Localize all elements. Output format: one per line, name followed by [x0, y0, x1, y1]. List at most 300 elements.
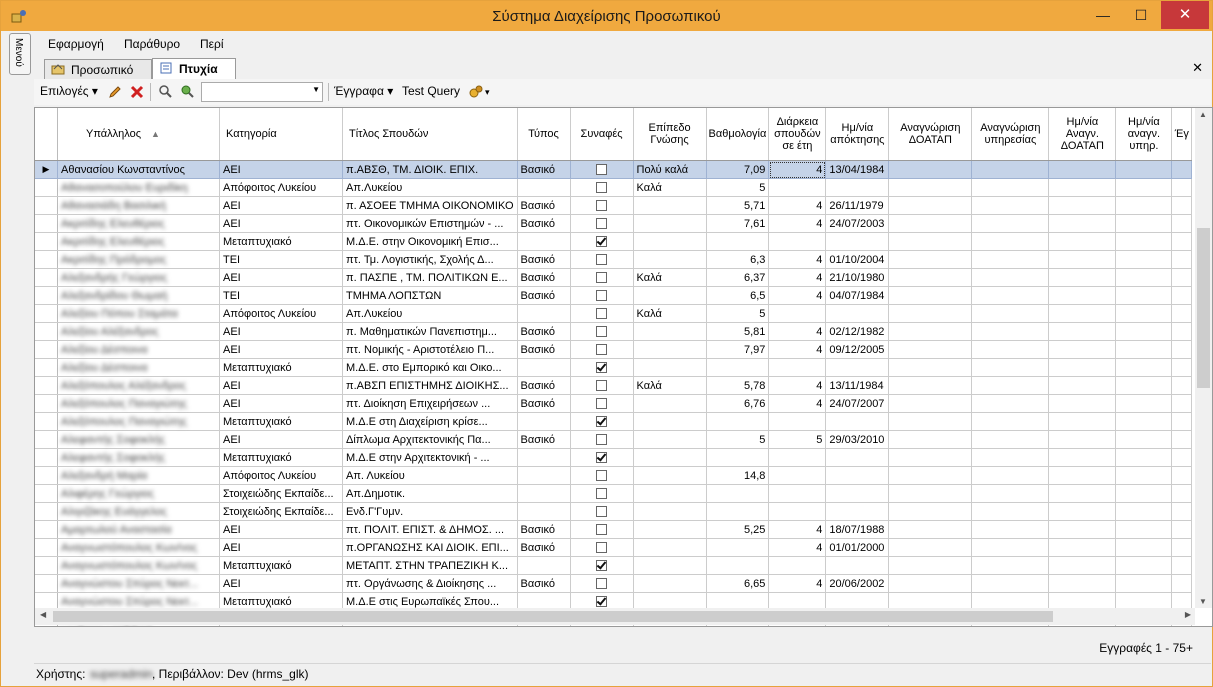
cell-service-date[interactable] [1116, 413, 1172, 431]
checkbox-checked-icon[interactable] [596, 362, 607, 373]
cell-duration[interactable]: 4 [769, 377, 826, 395]
cell-documents[interactable] [1172, 179, 1192, 197]
cell-documents[interactable] [1172, 521, 1192, 539]
cell-service-date[interactable] [1116, 395, 1172, 413]
col-title[interactable] [343, 108, 518, 161]
cell-employee[interactable]: Αθανασίου Κωνσταντίνος [58, 161, 220, 179]
menu-application[interactable]: Εφαρμογή [48, 37, 104, 51]
cell-service-date[interactable] [1116, 575, 1172, 593]
cell-level[interactable] [633, 323, 706, 341]
cell-service-recognition[interactable] [972, 359, 1049, 377]
cell-type[interactable]: Βασικό [517, 287, 570, 305]
cell-documents[interactable] [1172, 467, 1192, 485]
table-row[interactable] [35, 323, 1192, 341]
cell-documents[interactable] [1172, 539, 1192, 557]
cell-related[interactable] [570, 431, 633, 449]
cell-service-recognition[interactable] [972, 197, 1049, 215]
cell-documents[interactable] [1172, 341, 1192, 359]
horizontal-scrollbar[interactable] [35, 608, 1195, 625]
cell-duration[interactable]: 4 [769, 323, 826, 341]
cell-doatap-date[interactable] [1049, 251, 1116, 269]
cell-doatap[interactable] [889, 521, 972, 539]
cell-related[interactable] [570, 485, 633, 503]
cell-category[interactable]: ΑΕΙ [220, 521, 343, 539]
col-doatap[interactable]: Αναγνώριση ΔΟΑΤΑΠ [889, 108, 972, 161]
cell-category[interactable]: Μεταπτυχιακό [220, 413, 343, 431]
search-icon[interactable] [158, 84, 173, 99]
cell-acquired-date[interactable]: 18/07/1988 [826, 521, 889, 539]
cell-duration[interactable] [769, 449, 826, 467]
cell-related[interactable] [570, 575, 633, 593]
row-selector[interactable] [35, 215, 58, 233]
cell-doatap-date[interactable] [1049, 539, 1116, 557]
cell-grade[interactable]: 5,81 [706, 323, 769, 341]
cell-employee[interactable]: Αναγνώστου Σπύρος Νεκτ... [58, 593, 220, 611]
cell-duration[interactable] [769, 485, 826, 503]
cell-service-recognition[interactable] [972, 503, 1049, 521]
cell-service-recognition[interactable] [972, 395, 1049, 413]
cell-doatap-date[interactable] [1049, 413, 1116, 431]
cell-title[interactable]: Απ. Λυκείου [343, 467, 518, 485]
cell-doatap[interactable] [889, 395, 972, 413]
cell-category[interactable]: Απόφοιτος Λυκείου [220, 179, 343, 197]
cell-service-recognition[interactable] [972, 323, 1049, 341]
cell-service-date[interactable] [1116, 557, 1172, 575]
cell-service-recognition[interactable] [972, 161, 1049, 179]
checkbox-icon[interactable] [596, 542, 607, 553]
cell-category[interactable]: ΤΕΙ [220, 287, 343, 305]
cell-level[interactable] [633, 395, 706, 413]
cell-acquired-date[interactable]: 13/11/1984 [826, 377, 889, 395]
cell-type[interactable]: Βασικό [517, 269, 570, 287]
col-service-date[interactable]: Ημ/νία αναγν. υπηρ. [1116, 108, 1172, 161]
cell-service-recognition[interactable] [972, 485, 1049, 503]
table-row[interactable] [35, 503, 1192, 521]
checkbox-icon[interactable] [596, 470, 607, 481]
delete-x-icon[interactable] [130, 85, 144, 99]
cell-type[interactable]: Βασικό [517, 323, 570, 341]
test-query-button[interactable]: Test Query [402, 84, 461, 98]
cell-related[interactable] [570, 215, 633, 233]
checkbox-icon[interactable] [596, 254, 607, 265]
cell-doatap-date[interactable] [1049, 359, 1116, 377]
row-selector[interactable] [35, 323, 58, 341]
cell-employee[interactable]: Ακριτίδης Πρόδρομος [58, 251, 220, 269]
table-row[interactable] [35, 485, 1192, 503]
cell-service-date[interactable] [1116, 449, 1172, 467]
cell-category[interactable]: ΑΕΙ [220, 395, 343, 413]
cell-level[interactable] [633, 449, 706, 467]
cell-documents[interactable] [1172, 287, 1192, 305]
cell-title[interactable]: π.ΑΒΣΠ ΕΠΙΣΤΗΜΗΣ ΔΙΟΙΚΗΣ... [343, 377, 518, 395]
checkbox-icon[interactable] [596, 506, 607, 517]
cell-title[interactable]: Μ.Δ.Ε στις Ευρωπαϊκές Σπου... [343, 593, 518, 611]
cell-level[interactable] [633, 359, 706, 377]
cell-grade[interactable]: 5,78 [706, 377, 769, 395]
cell-title[interactable]: πτ. Διοίκηση Επιχειρήσεων ... [343, 395, 518, 413]
cell-doatap-date[interactable] [1049, 503, 1116, 521]
checkbox-icon[interactable] [596, 200, 607, 211]
table-row[interactable] [35, 269, 1192, 287]
row-selector[interactable] [35, 467, 58, 485]
cell-category[interactable]: Μεταπτυχιακό [220, 359, 343, 377]
cell-grade[interactable]: 6,65 [706, 575, 769, 593]
cell-title[interactable]: Απ.Δημοτικ. [343, 485, 518, 503]
cell-documents[interactable] [1172, 251, 1192, 269]
cell-category[interactable]: Μεταπτυχιακό [220, 557, 343, 575]
cell-service-date[interactable] [1116, 377, 1172, 395]
cell-related[interactable] [570, 305, 633, 323]
cell-grade[interactable]: 5,25 [706, 521, 769, 539]
table-row[interactable] [35, 467, 1192, 485]
cell-employee[interactable]: Ακριτίδης Ελευθέριος [58, 233, 220, 251]
cell-service-date[interactable] [1116, 359, 1172, 377]
cell-service-recognition[interactable] [972, 413, 1049, 431]
row-selector[interactable] [35, 287, 58, 305]
cell-related[interactable] [570, 377, 633, 395]
cell-service-recognition[interactable] [972, 215, 1049, 233]
cell-doatap[interactable] [889, 179, 972, 197]
cell-acquired-date[interactable]: 26/11/1979 [826, 197, 889, 215]
cell-duration[interactable]: 4 [769, 575, 826, 593]
cell-type[interactable]: Βασικό [517, 197, 570, 215]
table-row[interactable] [35, 179, 1192, 197]
checkbox-icon[interactable] [596, 164, 607, 175]
col-level[interactable]: Επίπεδο Γνώσης [633, 108, 706, 161]
cell-related[interactable] [570, 449, 633, 467]
cell-employee[interactable]: Αναγνωστόπουλος Κων/νος [58, 539, 220, 557]
col-acquired-date[interactable]: Ημ/νία απόκτησης [826, 108, 889, 161]
table-row[interactable] [35, 341, 1192, 359]
table-row[interactable] [35, 215, 1192, 233]
cell-doatap[interactable] [889, 503, 972, 521]
cell-type[interactable]: Βασικό [517, 431, 570, 449]
cell-doatap[interactable] [889, 539, 972, 557]
cell-employee[interactable]: Αλιφέρης Γεώργιος [58, 485, 220, 503]
checkbox-icon[interactable] [596, 398, 607, 409]
cell-documents[interactable] [1172, 413, 1192, 431]
cell-service-date[interactable] [1116, 431, 1172, 449]
cell-service-date[interactable] [1116, 233, 1172, 251]
row-selector[interactable] [35, 251, 58, 269]
cell-related[interactable] [570, 521, 633, 539]
cell-category[interactable]: Απόφοιτος Λυκείου [220, 305, 343, 323]
row-selector[interactable] [35, 359, 58, 377]
cell-title[interactable]: Απ.Λυκείου [343, 179, 518, 197]
cell-type[interactable]: Βασικό [517, 215, 570, 233]
cell-title[interactable]: Απ.Λυκείου [343, 305, 518, 323]
gears-dropdown-icon[interactable]: ▾ [485, 87, 490, 97]
minimize-button[interactable]: — [1096, 7, 1110, 23]
cell-level[interactable] [633, 467, 706, 485]
cell-title[interactable]: Μ.Δ.Ε στη Διαχείριση κρίσε... [343, 413, 518, 431]
table-row[interactable] [35, 539, 1192, 557]
checkbox-icon[interactable] [596, 272, 607, 283]
cell-level[interactable] [633, 485, 706, 503]
row-selector[interactable] [35, 431, 58, 449]
checkbox-icon[interactable] [596, 524, 607, 535]
cell-grade[interactable]: 7,97 [706, 341, 769, 359]
cell-duration[interactable]: 4 [769, 215, 826, 233]
cell-type[interactable]: Βασικό [517, 539, 570, 557]
cell-grade[interactable]: 6,3 [706, 251, 769, 269]
gears-icon[interactable] [468, 84, 484, 100]
cell-doatap[interactable] [889, 485, 972, 503]
cell-duration[interactable] [769, 557, 826, 575]
cell-documents[interactable] [1172, 557, 1192, 575]
cell-service-recognition[interactable] [972, 431, 1049, 449]
cell-type[interactable] [517, 233, 570, 251]
table-row[interactable] [35, 233, 1192, 251]
cell-service-date[interactable] [1116, 503, 1172, 521]
cell-acquired-date[interactable]: 13/04/1984 [826, 161, 889, 179]
cell-duration[interactable] [769, 359, 826, 377]
cell-related[interactable] [570, 323, 633, 341]
cell-grade[interactable]: 7,09 [706, 161, 769, 179]
cell-doatap[interactable] [889, 161, 972, 179]
cell-level[interactable]: Καλά [633, 269, 706, 287]
cell-doatap-date[interactable] [1049, 197, 1116, 215]
cell-grade[interactable] [706, 485, 769, 503]
cell-employee[interactable]: Αλεξόπουλος Παναγιώτης [58, 413, 220, 431]
cell-grade[interactable] [706, 359, 769, 377]
cell-service-date[interactable] [1116, 323, 1172, 341]
cell-acquired-date[interactable] [826, 467, 889, 485]
cell-service-recognition[interactable] [972, 269, 1049, 287]
row-selector[interactable] [35, 341, 58, 359]
documents-menu-button[interactable]: Έγγραφα ▾ [334, 84, 394, 98]
cell-title[interactable]: Μ.Δ.Ε. στην Οικονομική Επισ... [343, 233, 518, 251]
cell-acquired-date[interactable] [826, 305, 889, 323]
cell-service-recognition[interactable] [972, 557, 1049, 575]
cell-doatap[interactable] [889, 341, 972, 359]
cell-category[interactable]: Στοιχειώδης Εκπαίδε... [220, 485, 343, 503]
cell-doatap[interactable] [889, 323, 972, 341]
cell-type[interactable]: Βασικό [517, 377, 570, 395]
menu-about[interactable]: Περί [200, 37, 224, 51]
cell-related[interactable] [570, 395, 633, 413]
cell-title[interactable]: ΤΜΗΜΑ ΛΟΠΣΤΩΝ [343, 287, 518, 305]
cell-title[interactable]: πτ. Τμ. Λογιστικής, Σχολής Δ... [343, 251, 518, 269]
cell-doatap-date[interactable] [1049, 521, 1116, 539]
cell-level[interactable] [633, 557, 706, 575]
cell-type[interactable]: Βασικό [517, 521, 570, 539]
cell-doatap-date[interactable] [1049, 395, 1116, 413]
cell-service-date[interactable] [1116, 215, 1172, 233]
cell-employee[interactable]: Αναγνώστου Σπύρος Νεκτ... [58, 575, 220, 593]
cell-documents[interactable] [1172, 269, 1192, 287]
cell-documents[interactable] [1172, 395, 1192, 413]
cell-documents[interactable] [1172, 305, 1192, 323]
tab-personnel[interactable] [44, 59, 152, 79]
col-documents[interactable]: Έγ [1172, 108, 1192, 161]
cell-service-date[interactable] [1116, 197, 1172, 215]
cell-title[interactable]: πτ. ΠΟΛΙΤ. ΕΠΙΣΤ. & ΔΗΜΟΣ. ... [343, 521, 518, 539]
cell-employee[interactable]: Αλεξανδρίδου Θωμαή [58, 287, 220, 305]
checkbox-icon[interactable] [596, 308, 607, 319]
cell-level[interactable] [633, 215, 706, 233]
cell-acquired-date[interactable]: 09/12/2005 [826, 341, 889, 359]
cell-doatap-date[interactable] [1049, 449, 1116, 467]
cell-related[interactable] [570, 341, 633, 359]
checkbox-icon[interactable] [596, 578, 607, 589]
cell-duration[interactable]: 4 [769, 341, 826, 359]
cell-related[interactable] [570, 179, 633, 197]
checkbox-checked-icon[interactable] [596, 416, 607, 427]
cell-grade[interactable] [706, 539, 769, 557]
scroll-right-icon[interactable]: ▶ [1184, 610, 1191, 619]
cell-employee[interactable]: Αλεξίου Αλέξανδρος [58, 323, 220, 341]
row-selector[interactable] [35, 503, 58, 521]
cell-type[interactable] [517, 359, 570, 377]
row-selector[interactable] [35, 521, 58, 539]
cell-acquired-date[interactable] [826, 503, 889, 521]
edit-pencil-icon[interactable] [108, 85, 122, 99]
row-selector[interactable] [35, 557, 58, 575]
row-selector[interactable] [35, 233, 58, 251]
cell-doatap[interactable] [889, 377, 972, 395]
cell-employee[interactable]: Αλεξόπουλος Αλέξανδρος [58, 377, 220, 395]
cell-service-recognition[interactable] [972, 521, 1049, 539]
cell-related[interactable] [570, 413, 633, 431]
cell-doatap[interactable] [889, 557, 972, 575]
table-row[interactable] [35, 377, 1192, 395]
cell-category[interactable]: Απόφοιτος Λυκείου [220, 467, 343, 485]
cell-grade[interactable] [706, 413, 769, 431]
options-menu-button[interactable]: Επιλογές ▾ [40, 84, 98, 98]
cell-duration[interactable]: 4 [769, 197, 826, 215]
cell-service-recognition[interactable] [972, 377, 1049, 395]
cell-documents[interactable] [1172, 377, 1192, 395]
cell-doatap-date[interactable] [1049, 557, 1116, 575]
cell-doatap[interactable] [889, 431, 972, 449]
cell-acquired-date[interactable] [826, 485, 889, 503]
cell-acquired-date[interactable] [826, 413, 889, 431]
cell-duration[interactable] [769, 233, 826, 251]
cell-doatap[interactable] [889, 269, 972, 287]
cell-type[interactable]: Βασικό [517, 575, 570, 593]
cell-type[interactable] [517, 413, 570, 431]
cell-duration[interactable] [769, 467, 826, 485]
cell-employee[interactable]: Αλεφαντής Σοφοκλής [58, 431, 220, 449]
cell-documents[interactable] [1172, 503, 1192, 521]
cell-level[interactable] [633, 251, 706, 269]
cell-duration[interactable]: 4 [769, 161, 826, 179]
cell-doatap-date[interactable] [1049, 305, 1116, 323]
cell-related[interactable] [570, 269, 633, 287]
cell-acquired-date[interactable]: 20/06/2002 [826, 575, 889, 593]
row-selector[interactable] [35, 161, 58, 179]
cell-service-date[interactable] [1116, 539, 1172, 557]
cell-duration[interactable]: 4 [769, 269, 826, 287]
table-row[interactable] [35, 449, 1192, 467]
cell-doatap-date[interactable] [1049, 575, 1116, 593]
cell-documents[interactable] [1172, 575, 1192, 593]
cell-title[interactable]: Ενδ.Γ'Γυμν. [343, 503, 518, 521]
table-row[interactable] [35, 413, 1192, 431]
cell-category[interactable]: ΑΕΙ [220, 197, 343, 215]
cell-grade[interactable] [706, 557, 769, 575]
cell-grade[interactable]: 6,76 [706, 395, 769, 413]
cell-service-date[interactable] [1116, 467, 1172, 485]
cell-grade[interactable]: 6,37 [706, 269, 769, 287]
cell-type[interactable] [517, 179, 570, 197]
cell-service-date[interactable] [1116, 341, 1172, 359]
cell-duration[interactable]: 4 [769, 251, 826, 269]
cell-service-recognition[interactable] [972, 467, 1049, 485]
cell-employee[interactable]: Αλεξίου Δέσποινα [58, 341, 220, 359]
cell-documents[interactable] [1172, 359, 1192, 377]
row-selector[interactable] [35, 377, 58, 395]
cell-service-date[interactable] [1116, 305, 1172, 323]
tab-degrees[interactable] [152, 58, 236, 79]
checkbox-icon[interactable] [596, 434, 607, 445]
checkbox-icon[interactable] [596, 182, 607, 193]
cell-level[interactable] [633, 503, 706, 521]
col-doatap-date[interactable]: Ημ/νία Αναγν. ΔΟΑΤΑΠ [1049, 108, 1116, 161]
checkbox-checked-icon[interactable] [596, 236, 607, 247]
cell-service-date[interactable] [1116, 521, 1172, 539]
cell-service-recognition[interactable] [972, 179, 1049, 197]
cell-level[interactable] [633, 233, 706, 251]
cell-grade[interactable]: 14,8 [706, 467, 769, 485]
cell-service-recognition[interactable] [972, 539, 1049, 557]
cell-documents[interactable] [1172, 161, 1192, 179]
cell-employee[interactable]: Αναγνωστόπουλος Κων/νος [58, 557, 220, 575]
cell-doatap-date[interactable] [1049, 485, 1116, 503]
table-row[interactable] [35, 557, 1192, 575]
cell-service-recognition[interactable] [972, 251, 1049, 269]
row-selector[interactable] [35, 179, 58, 197]
cell-duration[interactable]: 4 [769, 521, 826, 539]
cell-category[interactable]: ΤΕΙ [220, 251, 343, 269]
checkbox-icon[interactable] [596, 290, 607, 301]
cell-type[interactable] [517, 557, 570, 575]
cell-documents[interactable] [1172, 197, 1192, 215]
cell-type[interactable]: Βασικό [517, 395, 570, 413]
cell-title[interactable]: π. ΠΑΣΠΕ , ΤΜ. ΠΟΛΙΤΙΚΩΝ Ε... [343, 269, 518, 287]
table-row[interactable] [35, 305, 1192, 323]
cell-acquired-date[interactable]: 24/07/2007 [826, 395, 889, 413]
cell-service-date[interactable] [1116, 485, 1172, 503]
cell-doatap[interactable] [889, 251, 972, 269]
cell-documents[interactable] [1172, 323, 1192, 341]
row-selector[interactable] [35, 197, 58, 215]
cell-employee[interactable]: Αλεξίου Πόπου Σταμάτα [58, 305, 220, 323]
vertical-scroll-thumb[interactable] [1197, 228, 1210, 388]
cell-service-date[interactable] [1116, 161, 1172, 179]
cell-acquired-date[interactable]: 24/07/2003 [826, 215, 889, 233]
cell-type[interactable]: Βασικό [517, 341, 570, 359]
checkbox-icon[interactable] [596, 344, 607, 355]
cell-doatap[interactable] [889, 575, 972, 593]
cell-title[interactable]: Μ.Δ.Ε στην Αρχιτεκτονική - ... [343, 449, 518, 467]
cell-level[interactable] [633, 413, 706, 431]
cell-doatap-date[interactable] [1049, 161, 1116, 179]
cell-service-recognition[interactable] [972, 233, 1049, 251]
cell-documents[interactable] [1172, 215, 1192, 233]
checkbox-icon[interactable] [596, 488, 607, 499]
cell-related[interactable] [570, 467, 633, 485]
cell-related[interactable] [570, 503, 633, 521]
cell-acquired-date[interactable] [826, 179, 889, 197]
cell-title[interactable]: π. ΑΣΟΕΕ ΤΜΗΜΑ ΟΙΚΟΝΟΜΙΚΟ [343, 197, 518, 215]
cell-title[interactable]: π.ΟΡΓΑΝΩΣΗΣ ΚΑΙ ΔΙΟΙΚ. ΕΠΙ... [343, 539, 518, 557]
row-selector[interactable] [35, 413, 58, 431]
cell-title[interactable]: π.ΑΒΣΘ, ΤΜ. ΔΙΟΙΚ. ΕΠΙΧ. [343, 161, 518, 179]
cell-employee[interactable]: Αθανασοπούλου Ευριδίκη [58, 179, 220, 197]
cell-related[interactable] [570, 233, 633, 251]
